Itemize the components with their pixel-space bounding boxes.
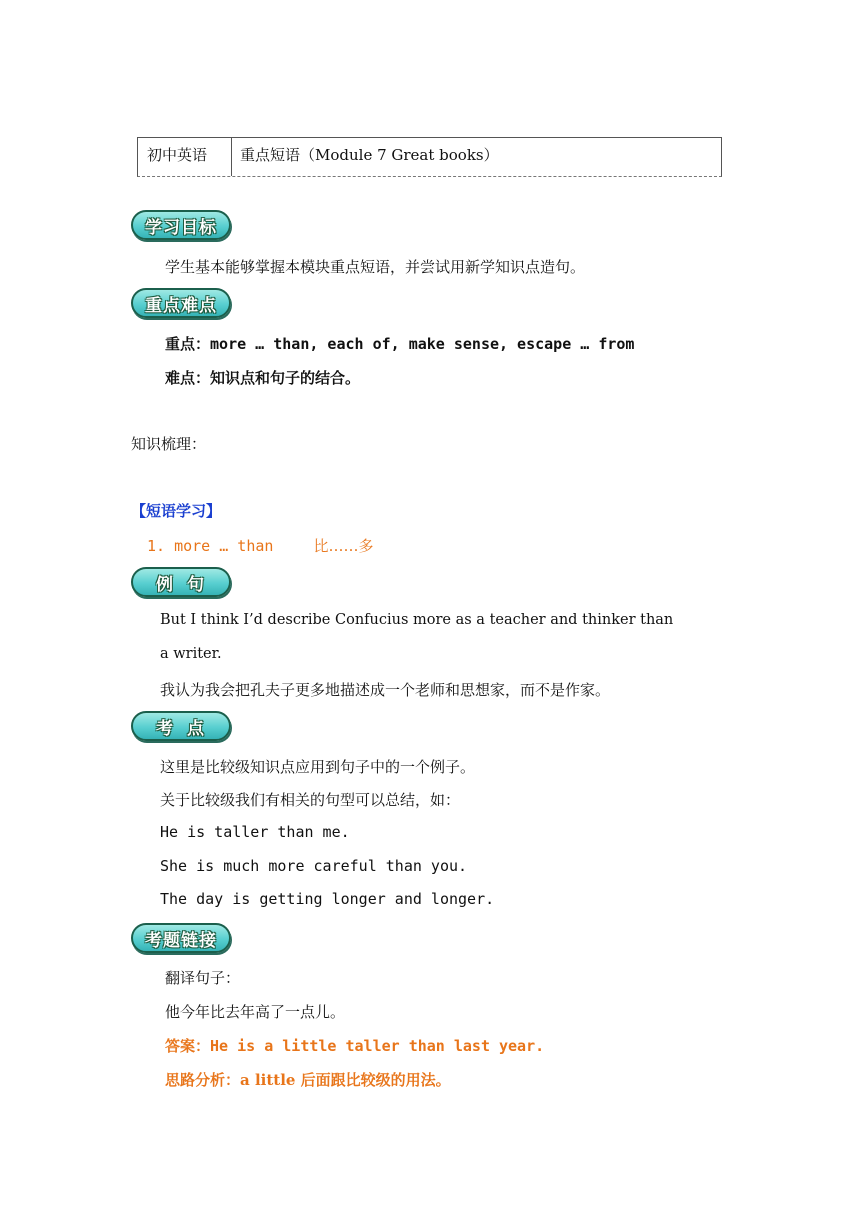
badge-learning-goal: 学习目标 [131,210,231,240]
header-subject-cell [138,138,232,176]
focus-line [165,333,634,354]
badge-exam-link: 考题链接 [131,923,231,953]
analysis-label: 思路分析： [165,1071,241,1089]
phrase-text: 1. more … than [147,537,274,555]
exam-question: 他今年比去年高了一点儿。 [165,1003,346,1021]
difficulty-text: 知识点和句子的结合。 [210,369,361,387]
knowledge-heading: 知识梳理： [131,435,207,453]
example-line-2: a writer. [160,646,222,662]
badge-key-difficult: 重点难点 [131,288,231,318]
example-translation: 我认为我会把孔夫子更多地描述成一个老师和思想家，而不是作家。 [160,681,611,699]
point-example-1: He is taller than me. [160,823,350,841]
section-heading: 【短语学习】 [131,502,222,520]
difficulty-label: 难点： [165,369,211,387]
focus-text: more … than, each of, make sense, escape … from [210,335,635,353]
exam-analysis [165,1069,451,1090]
focus-label: 重点： [165,335,211,353]
analysis-text: a little 后面跟比较级的用法。 [240,1071,451,1089]
goal-text: 学生基本能够掌握本模块重点短语，并尝试用新学知识点造句。 [165,258,586,276]
point-line-2: 关于比较级我们有相关的句型可以总结，如： [160,791,461,809]
answer-text: He is a little taller than last year. [210,1037,545,1055]
answer-label: 答案： [165,1037,211,1055]
point-example-3: The day is getting longer and longer. [160,890,495,908]
header-table [137,137,722,177]
example-line-1: But I think I’d describe Confucius more as a teacher and thinker than [160,612,674,628]
header-topic: 重点短语（Module 7 Great books） [240,146,499,164]
exam-answer [165,1035,544,1056]
badge-test-point: 考点 [131,711,231,741]
badge-example: 例句 [131,567,231,597]
phrase-item [147,535,373,556]
header-subject: 初中英语 [147,146,208,164]
difficulty-line [165,367,360,388]
point-line-1: 这里是比较级知识点应用到句子中的一个例子。 [160,758,476,776]
phrase-meaning: 比……多 [313,537,374,555]
point-example-2: She is much more careful than you. [160,857,468,875]
exam-instruction: 翻译句子： [165,969,241,987]
